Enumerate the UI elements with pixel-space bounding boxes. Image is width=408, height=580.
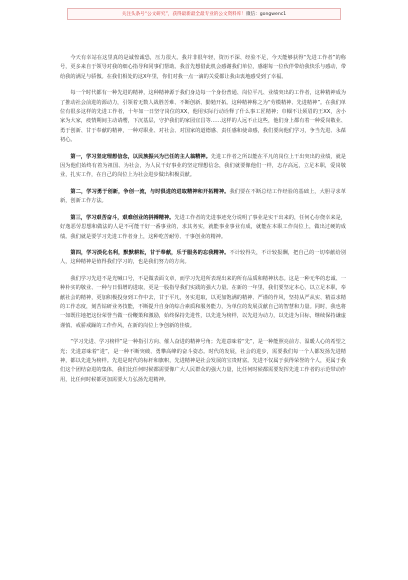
promo-banner[interactable] bbox=[67, 8, 341, 20]
paragraph-point-1 bbox=[60, 153, 346, 181]
paragraph-heading: 第二，学习勇于创新，争创一流，与时俱进的进取精神和开拓精神。 bbox=[70, 188, 230, 195]
paragraph-text: 每一个时代都有一种先进的精神，这种精神源于我们身边每一个身份普通、岗位平凡、业绩突出的工作者，这种精神成为了推动社会前进的源动力，引领着无数人战胜苦难、不断创新、勤勉开拓。这种精神称之为“劳模精神、先进精神”。在我们单位有很多这样的先进工作者，十年如一日坚守岗位的XX，他用实际行动诠释了什么事工匠精神；巾帼不让须眉的王XX，舍小家为大家，疫情期间主动请缨，下沉基层，守护我们的家园宜昌等……这样的人远不止这些，他们身上都有着一种爱岗敬业、勇于创新、甘于奉献的精神，一种对职业、对社会、对国家的道德感、责任感和使命感，我们要向他们学习，争当先进、永葆初心。 bbox=[60, 90, 346, 144]
paragraph-text: 先进工作者之所以能在平凡的岗位上干出突出的业绩，就是因为他们始终有着为祖国、为社会，为人民干好事业的坚定理想信念，我们就要像他们一样，志存高远，立足本职，爱岗敬业，扎实工作，在自己的岗位上为社会进步做出积极贡献。 bbox=[60, 153, 346, 179]
banner-promo-text: 关注头条号“公文研究”，获得最新最全最专业的公文资料库！ bbox=[121, 12, 246, 17]
paragraph-point-4 bbox=[60, 249, 346, 268]
banner-wechat-text: 微信：gongwenc1 bbox=[245, 12, 287, 17]
paragraph-heading: 第三，学习艰苦奋斗，艰难创业的拼搏精神。 bbox=[70, 214, 175, 221]
paragraph-text: “学习先进、学习榜样”是一种指引方向、催人奋进的精神号角；先进意味着“先”，是一种能照亮前方、温暖人心的希望之光；先进意味着“进”，是一种不断突破、勇攀高峰的奋斗姿态。时代的发展，社会的进步，需要我们每一个人都发扬先进精神，都以先进为榜样。先进是时代的标杆和旗帜，先进精神是社会发展的宝贵财富。先进不仅属于获得荣誉的个人，更属于我们这个团结奋进的集体，我们比任何时候都需要像广大人民群众的强大力量，比任何时候都需要发挥先进工作者的示范带动作用，比任何时候都更加需要大力弘扬先进精神。 bbox=[60, 339, 346, 383]
paragraph-intro-2 bbox=[60, 89, 346, 145]
paragraph-body-1 bbox=[60, 275, 346, 331]
paragraph-body-2 bbox=[60, 338, 346, 385]
paragraph-point-2 bbox=[60, 188, 346, 207]
document-body bbox=[60, 54, 346, 392]
paragraph-heading: 第四，学习淡化名利，默默耕耘，甘于奉献，乐于服务的忘我精神。 bbox=[70, 249, 230, 256]
paragraph-text: 不计较得失，不计较报酬，把自己的一切奉献给别人，这种精神是值得我们学习的，也是我们努力的方向。 bbox=[60, 249, 346, 266]
paragraph-point-3 bbox=[60, 214, 346, 242]
paragraph-intro-1 bbox=[60, 54, 346, 82]
paragraph-text: 先进工作者的先进事迹充分说明了事业是实干出来的，任何心存侥幸来是，好逸恶劳思想和做法的人是不可能干好一番事业的，求其务实，就能事业事业有成，就能在本职工作岗位上，做出过硬的成绩。我们就是要学习先进工作者身上，这种吃苦耐劳、干事创业的精神。 bbox=[60, 214, 346, 240]
paragraph-text: 今天有幸站在这里真的是诚惶诚恐，压力很大。我并非很年轻，资历不深、经验不足，今天能够获得“先进工作者”的称号，更多来自于领导对我的细心指导和同事们帮助。我首先想借此机会感谢我们单位，感谢每一位伙伴带给我快乐与感动，带给我的满足与骄傲。在我们相处的这X年里，你们对我一点一滴的关爱都让我由衷地感受到了幸福。 bbox=[60, 55, 346, 80]
paragraph-heading: 第一，学习坚定理想信念，以民族振兴为已任的主人翁精神。 bbox=[70, 153, 211, 160]
paragraph-text: 我们学习先进不是光喊口号，不是做表面文章，而学习先进所表现出来的所有品质和精神状态。这是一种无华的忠诚、一种朴实的敬业、一种与日俱增的进取，更是一股指导我们实践的强大力量。在新的一年里，我们要坚定本心，以立足本职，奉献社会的精神，更加积极投身到工作中去，甘于平凡，务实进取，以更加饱满的精神、严谨的作风，坚持从严从实、精益求精的工作态度，刻苦钻研业务技能，不断提升自身的综合素质和服务能力，为单位的发展贡献自己的智慧和力量。同时，我也将一如既往地把这份荣誉当做一份鞭策和激励，始终保持先进性，以先进为榜样，以先进为动力，以先进为目标，继续保持谦虚谨慎、戒骄戒躁的工作作风，在新的岗位上争创新的佳绩。 bbox=[60, 275, 346, 329]
paragraph-text: 我们要在不断总结工作经验的基础上，大胆寻求革新，创新工作方法。 bbox=[60, 188, 346, 205]
